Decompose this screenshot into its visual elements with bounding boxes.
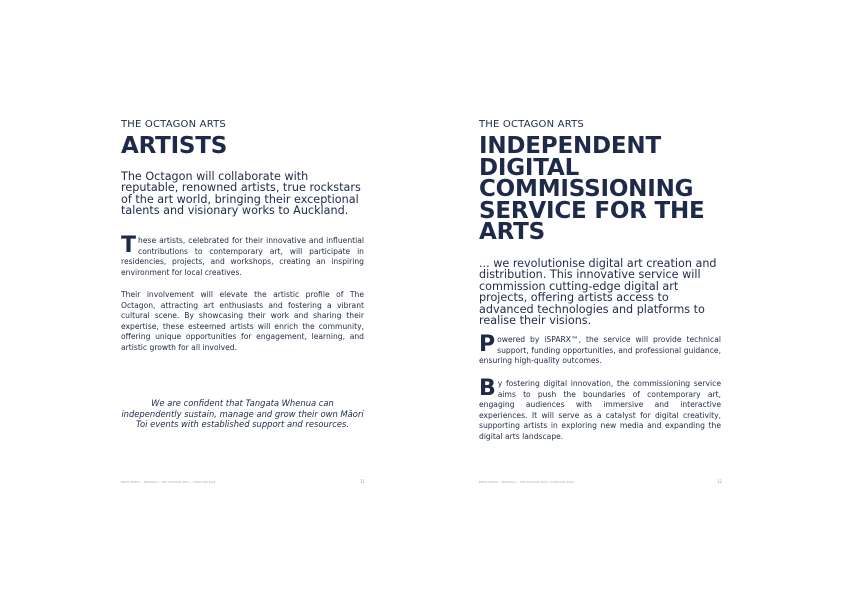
paragraph-text: hese artists, celebrated for their innovative and influential contributions to contemporary art, will participate in residencies, projects, and workshops, creating an inspiring environment for local creatives. <box>121 236 364 277</box>
page-footer: BEING WHETU • PROPOSAL • THE OCTAGON ARTS • AUCKLAND 2025 <box>479 481 574 484</box>
page-title: INDEPENDENT DIGITAL COMMISSIONING SERVICE FOR THE ARTS <box>479 133 705 245</box>
section-kicker: THE OCTAGON ARTS <box>121 119 226 130</box>
body-paragraph-2 <box>479 376 721 443</box>
lead-paragraph: ... we revolutionise digital art creation and distribution. This innovative service will commission cutting-edge digital art projects, offering artists access to advanced technologies and platforms to realise their visions. <box>479 257 717 328</box>
drop-cap: T <box>121 233 137 258</box>
section-kicker: THE OCTAGON ARTS <box>479 119 584 130</box>
page-number: 12 <box>717 479 723 484</box>
paragraph-text: y fostering digital innovation, the commissioning service aims to push the boundaries of contemporary art, engaging audiences with immersive and interactive experiences. It will serve as a catalyst for digital creativity, supporting artists in exploring new media and expanding the digital arts landscape. <box>479 379 721 441</box>
body-paragraph-1 <box>121 233 364 278</box>
page-footer: BEING WHETU • PROPOSAL • THE OCTAGON ARTS • AUCKLAND 2025 <box>121 481 216 484</box>
drop-cap: P <box>479 332 496 357</box>
page-title: ARTISTS <box>121 133 228 159</box>
body-paragraph-2: Their involvement will elevate the artistic profile of The Octagon, attracting art enthusiasts and fostering a vibrant cultural scene. By showcasing their work and sharing their expertise, these esteemed artists will enrich the community, offering unique opportunities for engagement, learning, and artistic growth for all involved. <box>121 290 364 352</box>
pull-quote: We are confident that Tangata Whenua can independently sustain, manage and grow their own Māori Toi events with established support and resources. <box>121 398 364 430</box>
body-paragraph-1 <box>479 332 721 367</box>
page-number: 11 <box>360 479 366 484</box>
drop-cap: B <box>479 376 496 401</box>
lead-paragraph: The Octagon will collaborate with reputable, renowned artists, true rockstars of the art world, bringing their exceptional talents and visionary works to Auckland. <box>121 170 361 218</box>
paragraph-text: owered by iSPARX™, the service will provide technical support, funding opportunities, and professional guidance, ensuring high-quality outcomes. <box>479 335 721 366</box>
